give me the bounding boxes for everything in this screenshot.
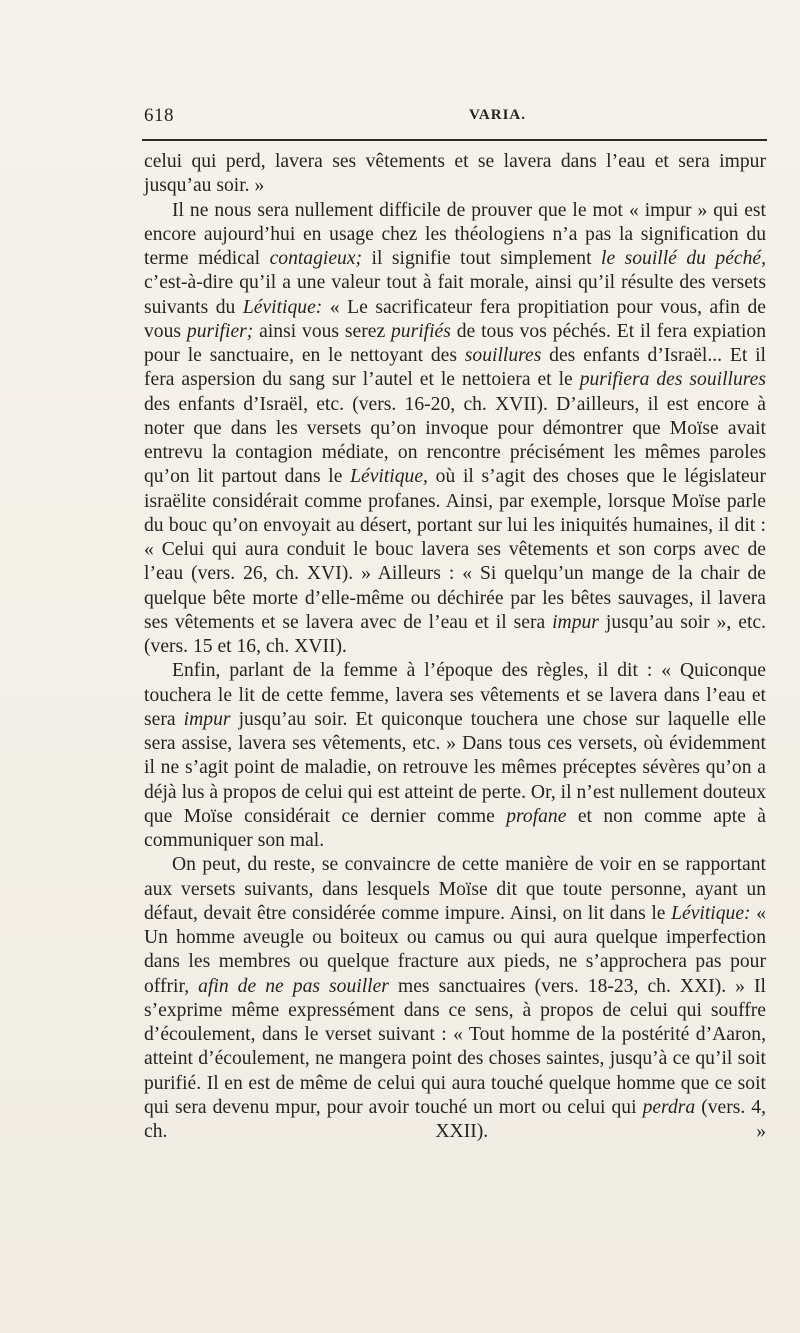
- italic-text: le souillé du péché,: [601, 248, 766, 269]
- page-number: 618: [144, 105, 174, 126]
- text-run: où il s’agit des choses que le législateur israëlite considérait comme profanes. Ainsi, par exemple, lorsque Moïse parle du bouc qu’on envoyait au désert, portant sur lui les iniquités humaines, il dit : « Celui qui aura conduit le bouc lavera ses vêtements et son corps avec de l’eau (vers. 26, ch. XVI). » Ailleurs : « Si quelqu’un mange de la chair de quelque bête morte d’elle-même ou déchirée par les bêtes sauvages, il lavera ses vêtements et se lavera avec de l’eau et il sera: [144, 466, 766, 633]
- text-run: « Le sacrificateur fera propitiation pour vous, afin de vous: [144, 296, 766, 342]
- italic-text: souillures: [464, 345, 542, 366]
- italic-text: purifiés: [391, 320, 451, 342]
- header-rule: [142, 139, 767, 141]
- text-run: et non comme apte à communiquer son mal.: [144, 805, 766, 851]
- text-run: jusqu’au soir », etc. (vers. 15 et 16, ch. XVII).: [144, 611, 766, 657]
- text-run: des enfants d’Israël, etc. (vers. 16-20, ch. XVII). D’ailleurs, il est encore à noter que dans les versets qu’on invoque pour démontrer que Moïse avait entrevu la contagion médiate, on rencontre précisément les mêmes paroles qu’on lit partout dans le: [144, 393, 766, 488]
- text-run: ainsi vous serez: [253, 320, 391, 342]
- paragraph: [144, 150, 766, 199]
- italic-text: impur: [552, 611, 599, 633]
- italic-text: purifiera des souillures: [579, 369, 766, 391]
- paragraph: [144, 659, 766, 853]
- italic-text: contagieux;: [269, 248, 363, 269]
- text-run: celui qui perd, lavera ses vêtements et se lavera dans l’eau et sera impur jusqu’au soir. »: [144, 151, 766, 197]
- body-text: [144, 150, 766, 1144]
- italic-text: profane: [506, 805, 567, 827]
- italic-text: Lévitique:: [671, 902, 751, 924]
- text-run: c’est-à-dire qu’il a une valeur tout à fait morale, ainsi qu’il résulte des versets suivants du: [144, 272, 766, 318]
- italic-text: Lévitique,: [350, 466, 428, 488]
- paragraph: [144, 199, 766, 660]
- text-run: jusqu’au soir. Et quiconque touchera une chose sur laquelle elle sera assise, lavera ses vêtements, etc. » Dans tous ces versets, où évidemment il ne s’agit point de maladie, on retrouve les mêmes préceptes sévères qu’on a déjà lus à propos de celui qui est atteint de perte. Or, il n’est nullement douteux que Moïse considérait ce dernier comme: [144, 708, 766, 827]
- italic-text: Lévitique:: [242, 296, 323, 318]
- text-run: On peut, du reste, se convaincre de cette manière de voir en se rapportant aux versets suivants, dans lesquels Moïse dit que toute personne, ayant un défaut, devait être considérée comme impure. Ainsi, on lit dans le: [144, 854, 766, 924]
- text-run: de tous vos péchés. Et il fera expiation pour le sanctuaire, en le nettoyant des: [144, 320, 766, 366]
- italic-text: perdra: [642, 1096, 696, 1118]
- text-run: (vers. 4, ch. XXII). »: [144, 1096, 766, 1142]
- text-run: « Un homme aveugle ou boiteux ou camus ou qui aura quelque imperfection dans les membres ou quelque fracture aux pieds, ne s’approchera pas pour offrir,: [144, 902, 766, 997]
- text-run: Enfin, parlant de la femme à l’époque des règles, il dit : « Quiconque touchera le lit de cette femme, lavera ses vêtements et se lavera dans l’eau et sera: [144, 660, 766, 730]
- page-header: [142, 105, 767, 131]
- paragraph: [144, 853, 766, 1144]
- italic-text: afin de ne pas souiller: [198, 975, 389, 997]
- italic-text: impur: [183, 708, 231, 730]
- text-run: des enfants d’Israël... Et il fera aspersion du sang sur l’autel et le nettoiera et le: [144, 345, 766, 391]
- italic-text: purifier;: [186, 320, 254, 342]
- text-run: Il ne nous sera nullement difficile de prouver que le mot « impur » qui est encore aujourd’hui en usage chez les théologiens n’a pas la signification du terme médical: [144, 199, 766, 269]
- text-run: il signifie tout simplement: [362, 248, 602, 269]
- text-run: mes sanctuaires (vers. 18-23, ch. XXI). » Il s’exprime même expressément dans ce sens, à propos de celui qui souffre d’écoulement, dans le verset suivant : « Tout homme de la postérité d’Aaron, atteint d’écoulement, ne mangera point des choses saintes, jusqu’à ce qu’il soit purifié. Il en est de même de celui qui aura touché quelque homme que ce soit qui sera devenu mpur, pour avoir touché un mort ou celui qui: [144, 975, 766, 1118]
- running-head: VARIA.: [469, 107, 526, 123]
